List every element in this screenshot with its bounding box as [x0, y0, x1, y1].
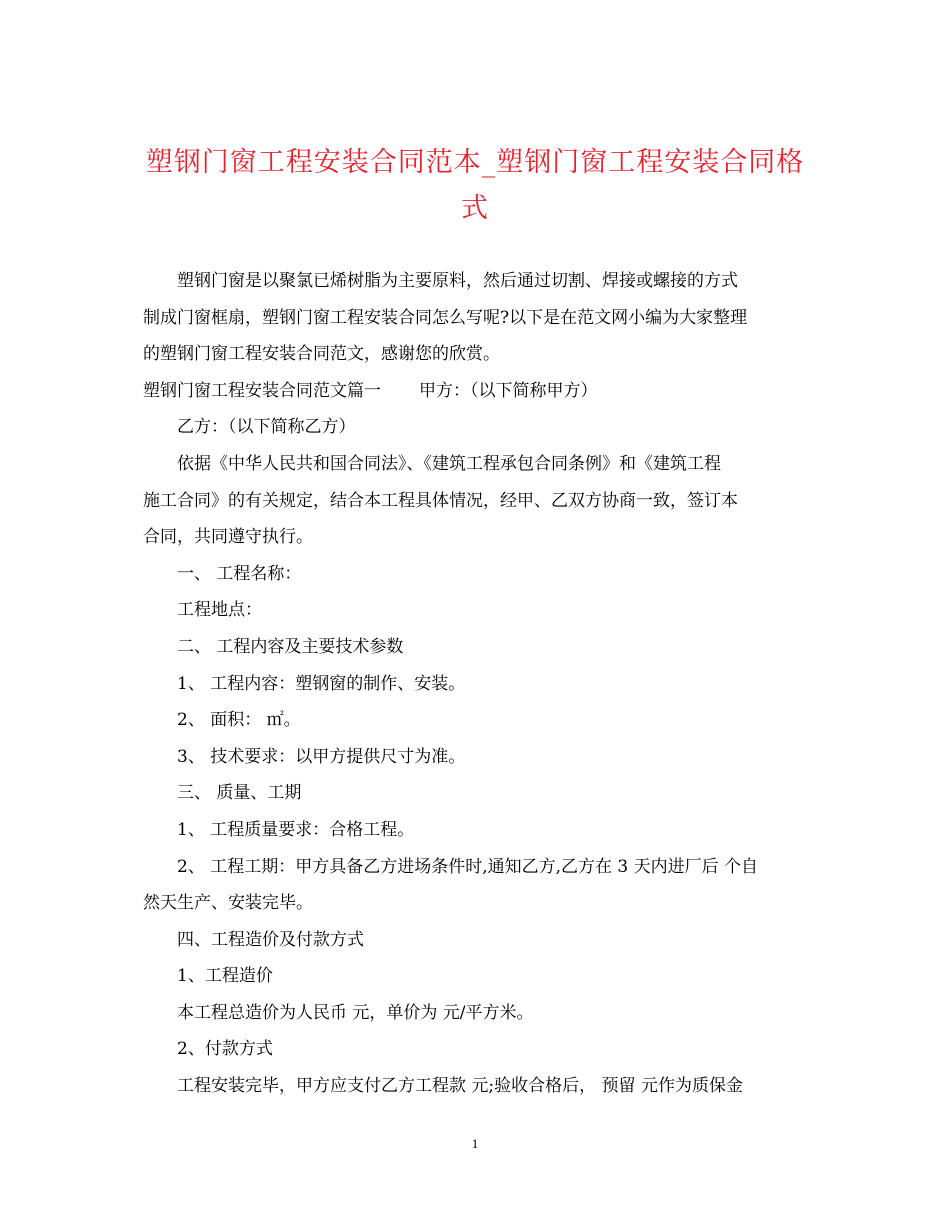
- intro-line-2: 制成门窗框扇，塑钢门窗工程安装合同怎么写呢?以下是在范文网小编为大家整理: [143, 307, 748, 328]
- section-3-item-2-line-1: 2、 工程工期：甲方具备乙方进场条件时,通知乙方,乙方在 3 天内进厂后 个自: [177, 856, 759, 877]
- section-3-item-1: 1、 工程质量要求：合格工程。: [177, 819, 415, 840]
- party-a: 甲方：（以下简称甲方）: [419, 380, 598, 401]
- title-line-1: 塑钢门窗工程安装合同范本_塑钢门窗工程安装合同格: [145, 147, 805, 178]
- section-1-title: 一、 工程名称：: [177, 563, 302, 584]
- section-1-location: 工程地点：: [177, 600, 262, 621]
- section-4-item-1: 1、工程造价: [177, 966, 273, 987]
- section-2-item-3: 3、 技术要求：以甲方提供尺寸为准。: [177, 746, 466, 767]
- section-4-item-2: 2、付款方式: [177, 1039, 273, 1060]
- party-b: 乙方：（以下简称乙方）: [177, 417, 356, 438]
- title-line-2: 式: [461, 193, 489, 224]
- intro-line-1: 塑钢门窗是以聚氯已烯树脂为主要原料，然后通过切割、焊接或螺接的方式: [177, 271, 738, 291]
- section-2-item-2: 2、 面积： ㎡。: [177, 710, 301, 731]
- section-4-price: 本工程总造价为人民币 元，单价为 元/平方米。: [177, 1002, 534, 1023]
- page-number: 1: [471, 1136, 479, 1151]
- intro-line-3: 的塑钢门窗工程安装合同范文，感谢您的欣赏。: [143, 344, 500, 365]
- document-body: [143, 263, 813, 1105]
- section-4-payment: 工程安装完毕，甲方应支付乙方工程款 元;验收合格后， 预留 元作为质保金: [177, 1076, 743, 1097]
- sample-heading-row: [143, 373, 813, 410]
- basis-line-2: 施工合同》的有关规定，结合本工程具体情况，经甲、乙双方协商一致，签订本: [143, 490, 738, 511]
- section-3-title: 三、 质量、工期: [177, 783, 302, 804]
- section-2-title: 二、 工程内容及主要技术参数: [177, 636, 404, 657]
- basis-line-3: 合同，共同遵守执行。: [143, 527, 313, 548]
- document-title: [120, 140, 830, 232]
- section-4-title: 四、工程造价及付款方式: [177, 929, 364, 950]
- section-2-item-1: 1、 工程内容：塑钢窗的制作、安装。: [177, 673, 466, 694]
- sample-heading: 塑钢门窗工程安装合同范文篇一: [143, 380, 381, 401]
- section-3-item-2-line-2: 然天生产、安装完毕。: [143, 893, 313, 914]
- basis-line-1: 依据《中华人民共和国合同法》、《建筑工程承包合同条例》和《建筑工程: [177, 453, 721, 474]
